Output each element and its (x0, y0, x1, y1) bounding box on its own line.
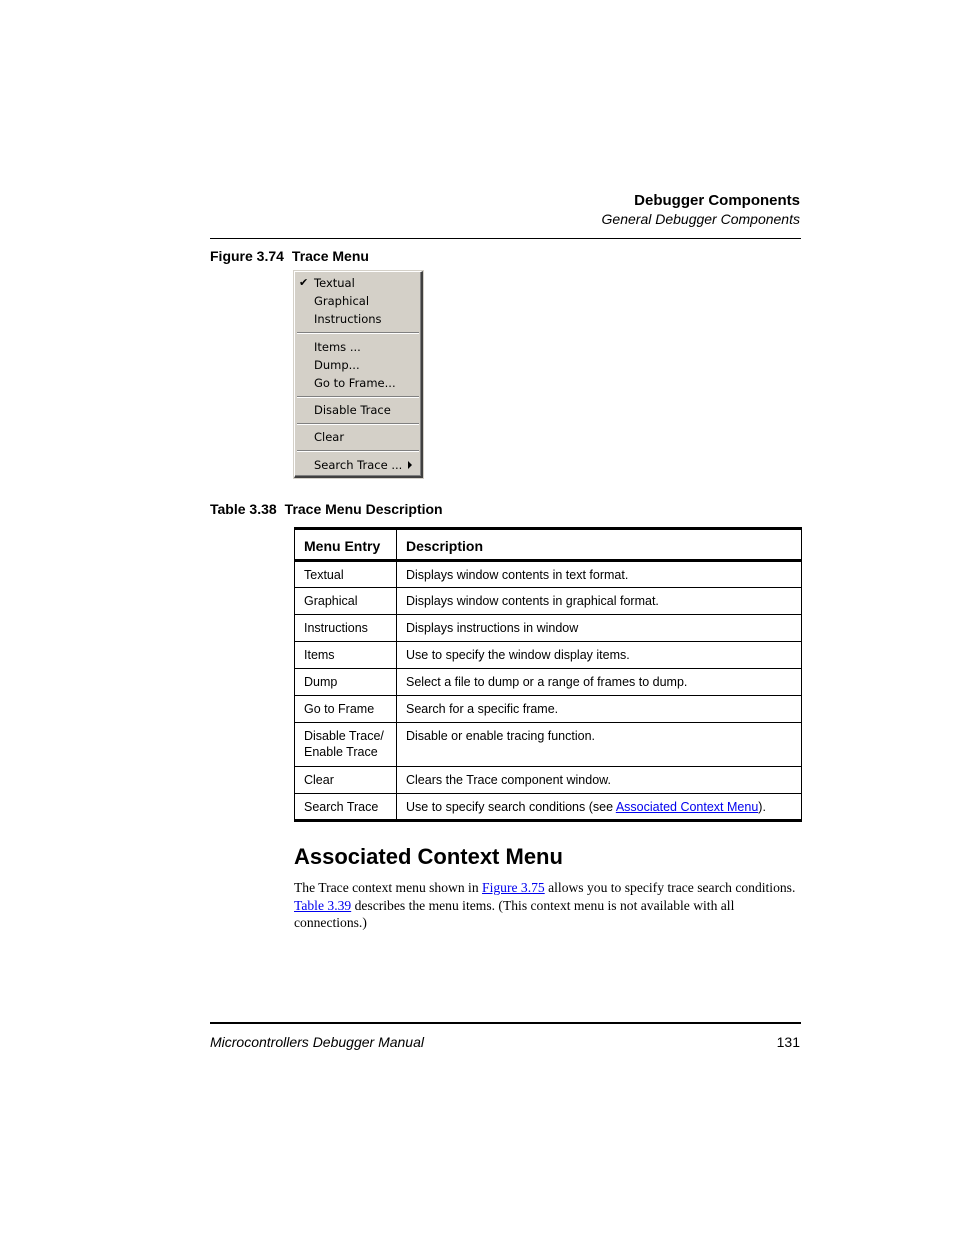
menu-item-go-to-frame[interactable]: Go to Frame... (314, 376, 396, 390)
menu-item-textual[interactable]: Textual (314, 276, 355, 290)
description-cell: Use to specify the window display items. (397, 642, 802, 669)
body-paragraph (294, 879, 804, 932)
menu-item-dump[interactable]: Dump... (314, 358, 360, 372)
page-number: 131 (776, 1034, 800, 1050)
description-cell: Disable or enable tracing function. (397, 723, 802, 767)
menu-entry-cell: Instructions (295, 615, 397, 642)
description-cell (397, 794, 802, 821)
table-row (295, 696, 802, 723)
column-header-menu-entry: Menu Entry (295, 529, 397, 561)
description-cell: Search for a specific frame. (397, 696, 802, 723)
menu-entry-cell: Textual (295, 561, 397, 588)
menu-entry-cell: Graphical (295, 588, 397, 615)
table-row (295, 723, 802, 767)
menu-entry-cell (295, 723, 397, 767)
figure-link[interactable]: Figure 3.75 (482, 880, 545, 895)
table-row (295, 561, 802, 588)
description-cell: Displays instructions in window (397, 615, 802, 642)
menu-item-search-trace[interactable]: Search Trace ... (314, 458, 403, 472)
description-cell: Select a file to dump or a range of frames to dump. (397, 669, 802, 696)
menu-item-items[interactable]: Items ... (314, 340, 361, 354)
menu-separator (297, 423, 419, 425)
submenu-arrow-icon (408, 461, 412, 469)
description-cell: Displays window contents in text format. (397, 561, 802, 588)
checkmark-icon: ✔ (299, 276, 309, 289)
paragraph-text: allows you to specify trace search conditions. (544, 880, 796, 895)
menu-separator (297, 396, 419, 398)
menu-item-graphical[interactable]: Graphical (314, 294, 370, 308)
menu-entry-line: Disable Trace/ (304, 729, 384, 743)
menu-entry-cell: Items (295, 642, 397, 669)
paragraph-text: The Trace context menu shown in (294, 880, 483, 895)
table-row (295, 669, 802, 696)
menu-separator (297, 450, 419, 452)
menu-item-clear[interactable]: Clear (314, 430, 345, 444)
table-row (295, 794, 802, 821)
description-text: Use to specify search conditions (see (406, 800, 616, 814)
menu-entry-cell: Search Trace (295, 794, 397, 821)
table-link[interactable]: Table 3.39 (294, 897, 352, 913)
description-cell: Clears the Trace component window. (397, 767, 802, 794)
description-text: ). (758, 800, 766, 814)
table-row (295, 615, 802, 642)
figure-number: Figure 3.74 (210, 248, 284, 264)
menu-entry-cell: Dump (295, 669, 397, 696)
table-title: Trace Menu Description (284, 501, 443, 517)
table-row (295, 588, 802, 615)
associated-context-menu-link[interactable]: Associated Context Menu (615, 800, 759, 814)
running-header-subtitle: General Debugger Components (601, 211, 800, 227)
footer-rule (210, 1022, 801, 1024)
column-header-description: Description (397, 529, 802, 561)
table-caption (210, 501, 443, 517)
table-row (295, 642, 802, 669)
header-rule (210, 238, 801, 239)
paragraph-text: describes the menu items. (This context menu is not available with all connections.) (294, 897, 735, 931)
running-header-title: Debugger Components (634, 192, 800, 209)
table-row (295, 767, 802, 794)
figure-title: Trace Menu (291, 248, 369, 264)
menu-entry-cell: Clear (295, 767, 397, 794)
table-header-row (295, 529, 802, 561)
description-cell: Displays window contents in graphical format. (397, 588, 802, 615)
footer-manual-title: Microcontrollers Debugger Manual (210, 1034, 424, 1050)
trace-menu-description-table (294, 527, 802, 822)
menu-item-disable-trace[interactable]: Disable Trace (314, 403, 391, 417)
menu-entry-cell: Go to Frame (295, 696, 397, 723)
table-number: Table 3.38 (210, 501, 277, 517)
trace-menu (294, 271, 423, 478)
figure-caption (210, 248, 369, 264)
menu-separator (297, 332, 419, 334)
menu-item-instructions[interactable]: Instructions (314, 312, 382, 326)
section-heading: Associated Context Menu (294, 844, 563, 869)
menu-entry-line: Enable Trace (304, 745, 378, 759)
